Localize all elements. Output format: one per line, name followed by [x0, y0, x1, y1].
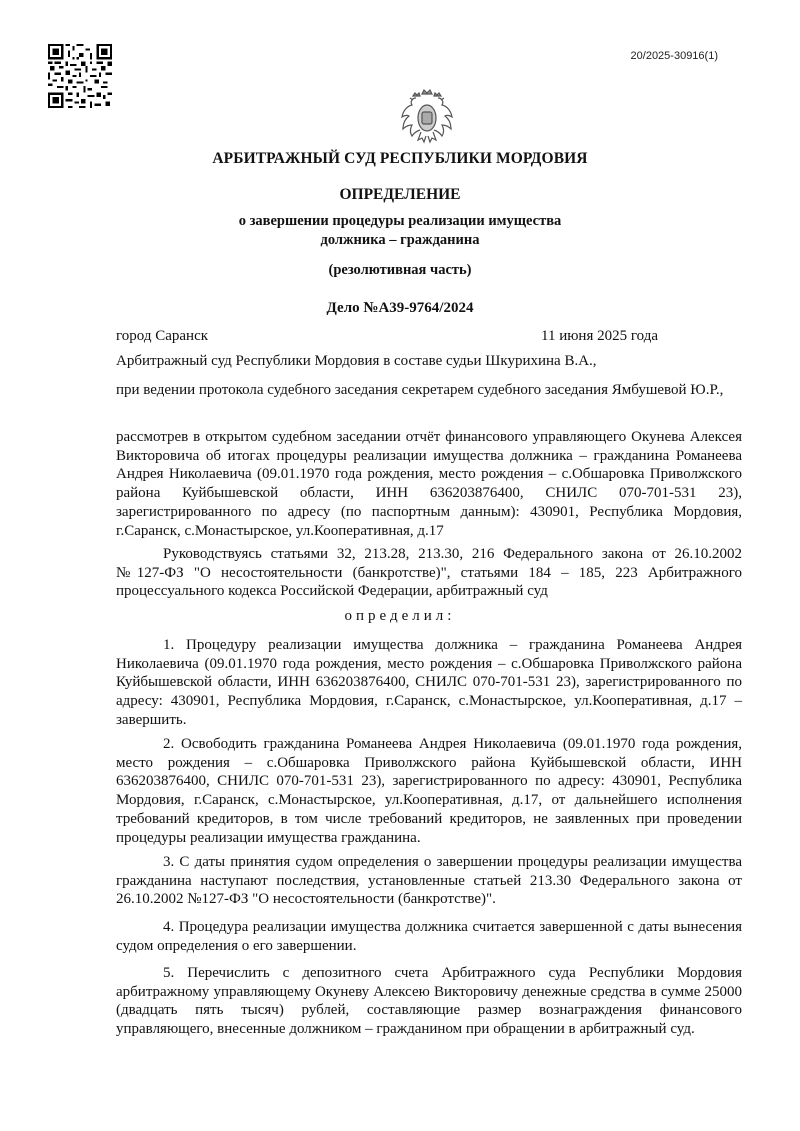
- document-number: 20/2025-30916(1): [630, 50, 718, 62]
- ruling-item-5: 5. Перечислить с депозитного счета Арбитражного суда Республики Мордовия арбитражному управляющему Окуневу Алексею Викторовичу денежные средства в сумме 25000 (двадцать пять тысяч) рублей, составляющие размер вознаграждения финансового управляющего, внесенные должником – гражданином при обращении в арбитражный суд.: [116, 965, 742, 1038]
- document-type: ОПРЕДЕЛЕНИЕ: [339, 186, 461, 203]
- ruling-item-2: 2. Освободить гражданина Романеева Андрея Николаевича (09.01.1970 года рождения, место рождения – с.Обшаровка Приволжского района Куйбышевской области, ИНН 636203876400, СНИЛС 070-701-531 23), зарегистрированного по адресу: 430901, Республика Мордовия, г.Саранск, с.Монастырское, ул.Кооперативная, д.17, от дальнейшего исполнения требований кредиторов, в том числе требований кредиторов, не заявленных при проведении процедуры реализации имущества гражданина.: [116, 736, 742, 846]
- qr-code-icon: [48, 44, 112, 108]
- legal-basis: Руководствуясь статьями 32, 213.28, 213.30, 216 Федерального закона от 26.10.2002 №127-ФЗ "О несостоятельности (банкротстве)", статьями 184 – 185, 223 Арбитражного процессуального кодекса Российской Федерации, арбитражный суд: [116, 546, 742, 600]
- case-number: Дело №А39-9764/2024: [326, 300, 474, 316]
- decision-date: 11 июня 2025 года: [541, 328, 658, 344]
- document-subject: [0, 212, 800, 250]
- protocol-secretary: при ведении протокола судебного заседания секретарем судебного заседания Ямбушевой Ю.Р.,: [116, 382, 724, 398]
- ruling-item-4: 4. Процедура реализации имущества должника считается завершенной с даты вынесения судом определения о его завершении.: [116, 919, 742, 954]
- document-part: (резолютивная часть): [328, 262, 472, 278]
- court-name: АРБИТРАЖНЫЙ СУД РЕСПУБЛИКИ МОРДОВИЯ: [212, 150, 588, 167]
- ruling-item-3: 3. С даты принятия судом определения о завершении процедуры реализации имущества гражданина наступают последствия, установленные статьей 213.30 Федерального закона от 26.10.2002 №127-ФЗ "О несостоятельности (банкротстве)".: [116, 854, 742, 908]
- subject-line-2: должника – гражданина: [320, 232, 480, 248]
- case-considered: рассмотрев в открытом судебном заседании отчёт финансового управляющего Окунева Алексея Викторовича об итогах процедуры реализации имущества должника – гражданина Романеева Андрея Николаевича (09.01.1970 года рождения, место рождения – с.Обшаровка Приволжского района Куйбышевской области, ИНН 636203876400, СНИЛС 070-701-531 23), зарегистрированного по адресу (по паспортным данным): 430901, Республика Мордовия, г.Саранск, с.Монастырское, ул.Кооперативная, д.17: [116, 429, 742, 539]
- court-composition: Арбитражный суд Республики Мордовия в составе судьи Шкурихина В.А.,: [116, 353, 597, 369]
- city: город Саранск: [116, 328, 209, 344]
- double-headed-eagle-emblem-icon: [398, 88, 456, 150]
- subject-line-1: о завершении процедуры реализации имущества: [238, 213, 562, 229]
- decided-heading: определил:: [344, 608, 456, 624]
- ruling-item-1: 1. Процедуру реализации имущества должника – гражданина Романеева Андрея Николаевича (09.01.1970 года рождения, место рождения – с.Обшаровка Приволжского района Куйбышевской области, ИНН 636203876400, СНИЛС 070-701-531 23), зарегистрированного по адресу: 430901, Республика Мордовия, г.Саранск, с.Монастырское, ул.Кооперативная, д.17 – завершить.: [116, 637, 742, 728]
